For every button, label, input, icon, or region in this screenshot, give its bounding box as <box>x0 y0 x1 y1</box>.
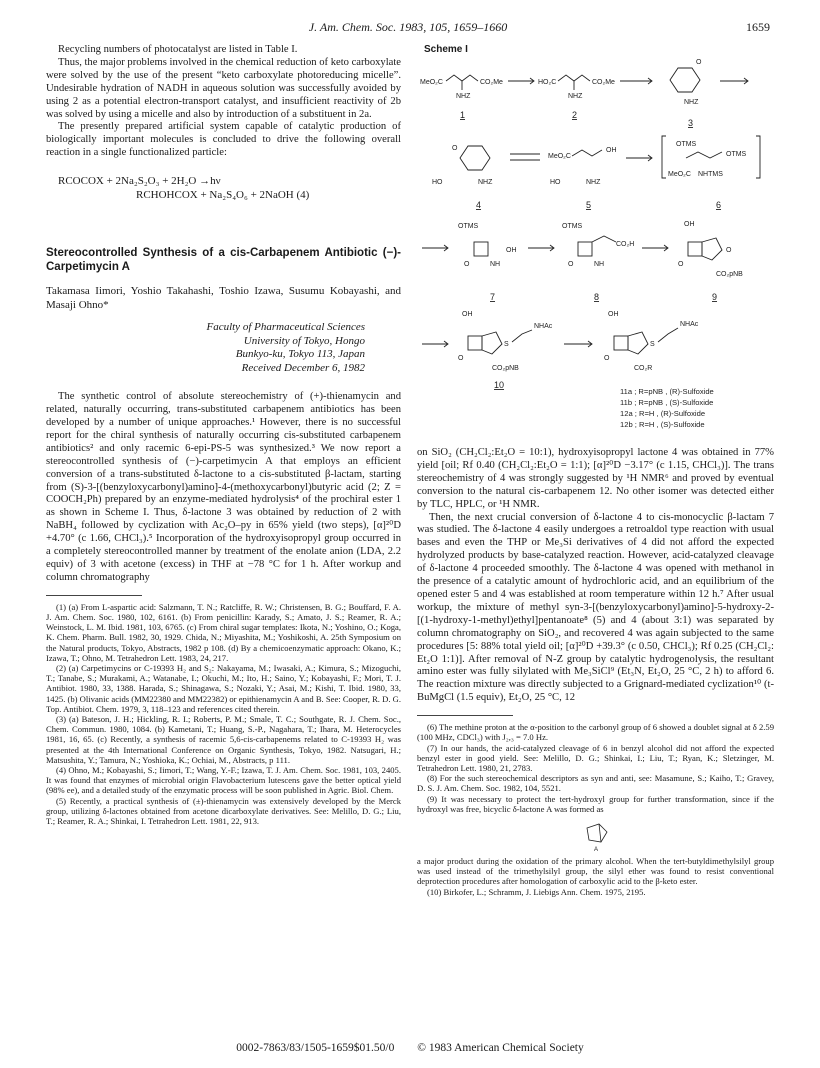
svg-text:O: O <box>568 261 574 268</box>
compound-8-structure <box>562 223 634 302</box>
compound-number: 8 <box>594 292 600 302</box>
paragraph: Then, the next crucial conversion of δ-lactone 4 to cis-monocyclic β-lactam 7 was studied. The δ-lactone 4 easily undergoes a retroaldol type reaction with usual bases and even the THP or Me₃Si derivatives of 4 did not afford the expected hydrolyzed products by base-catalyzed reaction. However, acid-catalyzed cleavage of δ-lactone 4 proceeded smoothly. The δ-lactone 4 was opened with methanol in the presence of a catalytic amount of hydrochloric acid, and an equilibrium of the opened ester 5 and 4 was established at room temperature within 12 h.⁷ After usual workup, the mixture of methyl syn-3-[(benzyloxycarbonyl)amino]-5-hydroxy-2-[(1-hydroxy-1-methyl)ethyl]pentanoate⁸ (5) and 4 (about 3:1) was separated by column chromatography on SiO₂, and recovered 4 was again subjected to the same procedures [5: 88% total yield oil; [α]²⁰D +39.3° (c 0.50, CHCl₃); Rf 0.25 (CH₂Cl₂: Et₂O 1:1)]. After removal of N-Z group by catalytic hydrogenolysis, the resultant amino ester was fully silylated with Me₃SiCl⁹ (Et₃N, Et₂O, 25 °C, 2 h) to afford 6. The reaction mixture was directly subjected to a Grignard-mediated cyclization¹⁰ (t-BuMgCl (1.5 equiv), Et₂O, 25 °C, 12 <box>417 511 774 704</box>
reaction-arrow <box>720 78 748 84</box>
svg-text:O: O <box>464 261 470 268</box>
compound-9-structure <box>678 221 743 302</box>
footnote: (6) The methine proton at the α-position to the carbonyl group of 6 showed a doublet signal at δ 2.59 (100 MHz, CDCl₃) with J₂,₃ = 7.0 Hz. <box>417 722 774 743</box>
compound-number: 1 <box>460 110 466 120</box>
svg-text:OTMS: OTMS <box>676 141 697 148</box>
received-date: Received December 6, 1982 <box>241 361 365 374</box>
equilibrium-arrow <box>510 154 540 160</box>
paragraph: on SiO₂ (CH₂Cl₂:Et₂O = 10:1), hydroxyisopropyl lactone 4 was obtained in 77% yield [oil; Rf 0.40 (CH₂Cl₂:Et₂O = 1:1); [α]²⁰D −3.17° (c 1.15, CHCl₃)]. The trans stereochemistry of 4 was strongly suggested by ¹H NMR⁶ and proved by eventual conversion to the natural cis-carbapenem 12. No other isomer was detected either by TLC, HPLC, or ¹H NMR. <box>417 447 774 510</box>
running-header <box>46 20 770 38</box>
svg-text:OH: OH <box>684 221 695 228</box>
svg-text:CO₂Me: CO₂Me <box>592 79 615 86</box>
scheme-label: Scheme I <box>424 44 468 55</box>
legend-line: 12a ; R=H , (R)-Sulfoxide <box>620 409 706 418</box>
footnote: (2) (a) Carpetimycins or C-19393 H₂ and S₂: Nakayama, M.; Iwasaki, A.; Kimura, S.; Mizoguchi, T.; Tanabe, S.; Murakami, A.; Watanabe, I.; Okuchi, M.; Ito, H.; Saino, Y.; Kobayashi, F.; Mori, T. J. Antibiot. 1980, 33, 1388. Harada, S.; Shinagawa, S.; Nozaki, Y.; Asai, M.; Kishi, T. Ibid. 1980, 33, 1425. (b) Olivanic acids (MM22380 and MM22382) or epithienamycin A and B. See: Cooper, R. D. G. Top. Antibiot. Chem. 1979, 3, 118–123 and references cited therein. <box>46 662 401 714</box>
compound-number: 5 <box>586 200 592 210</box>
article-title: Stereocontrolled Synthesis of a cis-Carbapenem Antibiotic (−)-Carpetimycin A <box>46 247 401 274</box>
compound-6-structure <box>662 136 760 210</box>
svg-text:O: O <box>678 261 684 268</box>
svg-text:NHZ: NHZ <box>478 179 493 186</box>
svg-text:O: O <box>458 355 464 362</box>
svg-text:MeO₂C: MeO₂C <box>420 79 443 86</box>
svg-text:NHZ: NHZ <box>684 99 699 106</box>
affiliation-line: Faculty of Pharmaceutical Sciences <box>206 321 365 334</box>
page-number: 1659 <box>746 20 770 34</box>
compound-5-structure <box>548 147 617 210</box>
svg-text:NHAc: NHAc <box>534 323 553 330</box>
scheme-i-diagram <box>416 54 788 446</box>
svg-text:HO: HO <box>550 179 561 186</box>
affiliation-line: Bunkyo-ku, Tokyo 113, Japan <box>235 348 365 361</box>
footnote: (1) (a) From L-aspartic acid: Salzmann, T. N.; Ratcliffe, R. W.; Christensen, B. G.; Bouffard, F. A. J. Am. Chem. Soc. 1980, 102, 6161. (b) From penicillin: Karady, S.; Amato, J. S.; Reamer, R. A.; Weinstock, L. M. Ibid. 1981, 103, 6765. (c) From chiral sugar templates: Ikota, N.; Yoshino, O.; Koga, K. Chem. Pharm. Bull. 1982, 30, 1929. Chida, N.; Miyashita, M.; Yoshikoshi, A. 25th Symposium on the Natural products, Tokyo, Abstracts, 1982 p 108. (d) By a chemicoenzymatic approach: Okano, K.; Izawa, T.; Ohno, M. Tetrahedron Lett. 1983, 24, 217. <box>46 601 401 663</box>
svg-text:CO₂H: CO₂H <box>616 241 635 248</box>
footnote-rule <box>417 715 513 716</box>
right-column <box>417 447 774 897</box>
reaction-arrow <box>642 245 668 251</box>
equation-4 <box>58 174 401 202</box>
paragraph: Thus, the major problems involved in the chemical reduction of keto carboxylate were solved by the use of the present “keto carboxylate photoreducing micelle”. Undesirable hydration of NADH in aqueous solution was successfully avoided by using 2 as a potential electron-transport catalyst, and insufficient reactivity of 2b was solved by using a micelle and also by introduction of a substituent in 2a. <box>46 56 402 120</box>
footnote: (8) For the such stereochemical descriptors as syn and anti, see: Masamune, S.; Kaiho, T.; Gravey, D. S. J. Am. Chem. Soc. 1982, 104, 5521. <box>417 773 774 794</box>
compound-number: 7 <box>490 292 496 302</box>
compound-number: 9 <box>712 292 718 302</box>
lactone-a-structure <box>577 818 617 852</box>
journal-citation: J. Am. Chem. Soc. 1983, 105, 1659–1660 <box>308 20 508 34</box>
affiliation <box>46 321 401 375</box>
compound-11-12-structure <box>604 311 699 372</box>
svg-text:S: S <box>650 341 655 348</box>
reaction-arrow <box>422 245 448 251</box>
equation-line-1: RCOCOX + 2Na₂S₂O₃ + 2H₂O →hν <box>58 175 221 188</box>
svg-text:OTMS: OTMS <box>562 223 583 230</box>
reaction-arrow <box>422 341 448 347</box>
footnote: (3) (a) Bateson, J. H.; Hickling, R. I.; Roberts, P. M.; Smale, T. C.; Southgate, R. J. Chem. Soc., Chem. Commun. 1980, 1084. (b) Kametani, T.; Huang, S.-P., Nagahara, T.; Ihara, M. Heterocycles 1981, 16, 65. (c) Recently, a synthesis of racemic 5,6-cis-carbapenems related to C-19393 H₂ was presented at the 4th International Conference on Organic Synthesis, Tokyo, 1982. Natsugari, H.; Matsushita, Y.; Tamura, N.; Yoshioka, K.; Ochiai, M., Abstracts, p 111. <box>46 713 401 765</box>
compound-number: 3 <box>688 118 694 128</box>
svg-text:NHTMS: NHTMS <box>698 171 723 178</box>
page-footer <box>0 1042 820 1054</box>
svg-text:OH: OH <box>606 147 617 154</box>
copyright: © 1983 American Chemical Society <box>417 1042 584 1054</box>
compound-legend <box>620 387 714 429</box>
svg-text:NHZ: NHZ <box>568 93 583 100</box>
equation-line-2: RCHOHCOX + Na₂S₄O₆ + 2NaOH (4) <box>136 189 310 202</box>
legend-line: 12b ; R=H , (S)-Sulfoxide <box>620 420 705 429</box>
reaction-arrow <box>528 245 554 251</box>
svg-text:OH: OH <box>608 311 619 318</box>
affiliation-line: University of Tokyo, Hongo <box>243 334 365 347</box>
svg-text:CO₂Me: CO₂Me <box>480 79 503 86</box>
svg-text:CO₂R: CO₂R <box>634 365 653 372</box>
svg-text:OH: OH <box>506 247 517 254</box>
svg-text:NHZ: NHZ <box>456 93 471 100</box>
svg-text:NHAc: NHAc <box>680 321 699 328</box>
svg-text:O: O <box>452 145 458 152</box>
svg-text:O: O <box>604 355 610 362</box>
legend-line: 11b ; R=pNB , (S)-Sulfoxide <box>620 398 714 407</box>
svg-text:OH: OH <box>462 311 473 318</box>
footnotes <box>417 722 774 897</box>
inset-label: A <box>594 846 599 852</box>
compound-number: 6 <box>716 200 722 210</box>
svg-text:HO: HO <box>432 179 443 186</box>
reaction-arrow <box>626 155 652 161</box>
svg-text:HO₂C: HO₂C <box>538 79 557 86</box>
footnotes <box>46 602 401 826</box>
svg-text:O: O <box>696 59 702 66</box>
compound-number: 10 <box>494 380 505 390</box>
compound-4-structure <box>432 145 493 210</box>
svg-text:CO₂pNB: CO₂pNB <box>716 271 743 278</box>
svg-text:CO₂pNB: CO₂pNB <box>492 365 519 372</box>
legend-line: 11a ; R=pNB , (R)-Sulfoxide <box>620 387 714 396</box>
footnote: (5) Recently, a practical synthesis of (±)-thienamycin was extensively developed by the Merck group, utilizing δ-lactones obtained from acetone dicarboxylate derivatives. See: Melillo, D. G.; Liu, T.; Reamer, R. A.; Shinkai, I. Tetrahedron Lett. 1981, 22, 913. <box>46 795 401 827</box>
svg-text:NHZ: NHZ <box>586 179 601 186</box>
footnote: (7) In our hands, the acid-catalyzed cleavage of 6 in benzyl alcohol did not afford the expected benzyl ester in good yield. See: Melillo, D. G.; Shinkai, I.; Liu, T.; Ryan, K.; Sletzinger, M. Tetrahedron Lett. 1980, 21, 2783. <box>417 742 774 773</box>
footnote: a major product during the oxidation of the primary alcohol. When the tert-butyldimethylsilyl group was used instead of the trimethylsilyl group, the silyl ether was found to resist conventional deprotection procedures after homologation of carboxylic acid to the β-keto ester. <box>417 855 774 887</box>
paragraph: The presently prepared artificial system capable of catalytic production of biologically important molecules is concluded to drive the following overall reaction in a single functionalized particle: <box>46 121 401 159</box>
author-list: Takamasa Iimori, Yoshio Takahashi, Toshio Izawa, Susumu Kobayashi, and Masaji Ohno* <box>46 285 401 312</box>
compound-number: 2 <box>572 110 578 120</box>
svg-text:S: S <box>504 341 509 348</box>
svg-text:MeO₂C: MeO₂C <box>548 153 571 160</box>
compound-7-structure <box>458 223 517 302</box>
svg-text:NH: NH <box>594 261 605 268</box>
compound-number: 4 <box>476 200 482 210</box>
paragraph: Recycling numbers of photocatalyst are listed in Table I. <box>58 44 298 55</box>
footnote: (9) It was necessary to protect the tert-hydroxyl group for further transformation, since if the hydroxyl was free, bicyclic δ-lactone A was formed as <box>417 793 774 814</box>
footnote: (4) Ohno, M.; Kobayashi, S.; Iimori, T.; Wang, Y.-F.; Izawa, T. J. Am. Chem. Soc. 1981, 103, 2405. It was found that enzymes of microbial origin Flavobacterium lutescens gave the better optical yield (98% ee), and a detailed study of the enzymatic process will be soon published in Agric. Biol. Chem. <box>46 765 401 796</box>
compound-3-structure <box>670 59 702 128</box>
reaction-arrow <box>564 341 592 347</box>
footnote-rule <box>46 595 142 596</box>
svg-text:O: O <box>726 247 732 254</box>
compound-10-structure <box>458 311 553 390</box>
compound-1-structure <box>420 75 503 120</box>
svg-text:OTMS: OTMS <box>458 223 479 230</box>
left-column <box>46 44 401 826</box>
article-code: 0002-7863/83/1505-1659$01.50/0 <box>236 1042 395 1054</box>
svg-text:MeO₂C: MeO₂C <box>668 171 691 178</box>
reaction-arrow <box>508 78 534 84</box>
footnote: (10) Birkofer, L.; Schramm, J. Liebigs Ann. Chem. 1975, 2195. <box>427 886 646 897</box>
compound-2-structure <box>538 75 615 120</box>
svg-text:OTMS: OTMS <box>726 151 747 158</box>
reaction-arrow <box>620 78 652 84</box>
svg-text:NH: NH <box>490 261 501 268</box>
paragraph: The synthetic control of absolute stereochemistry of (+)-thienamycin and related, naturally occurring, trans-substituted carbapenem antibiotics has been developed by a number of unique approaches.¹ However, there is no successful report for the chiral synthesis of naturally occurring cis-substituted carbapenem antibiotics² and only racemic 6-epi-PS-5 was synthesized.³ We now report a stereocontrolled synthesis of (−)-carpetimycin A that employs an efficient conversion of a trans-substituted δ-lactone to a cis-substituted β-lactam, starting from (S)-3-[(benzyloxycarbonyl)amino]-4-(methoxycarbonyl)butyric acid (2; Z = COOCH₂Ph) prepared by an enzyme-mediated hydrolysis⁴ of the prochiral ester 1 as shown in Scheme I. Thus, δ-lactone 3 was obtained by reduction of 2 with NaBH₄ followed by cyclization with Ac₂O–py in 65% yield (two steps), [α]²⁰D +4.70° (c 1.66, CHCl₃).⁵ Incorporation of the hydroxyisopropyl group occurred in a completely stereocontrolled manner by treatment of the enolate anion (LDA, 2.2 equiv) of 3 with acetone (excess) in THF at −78 °C for 1 h. After workup and column chromatography <box>46 391 401 583</box>
